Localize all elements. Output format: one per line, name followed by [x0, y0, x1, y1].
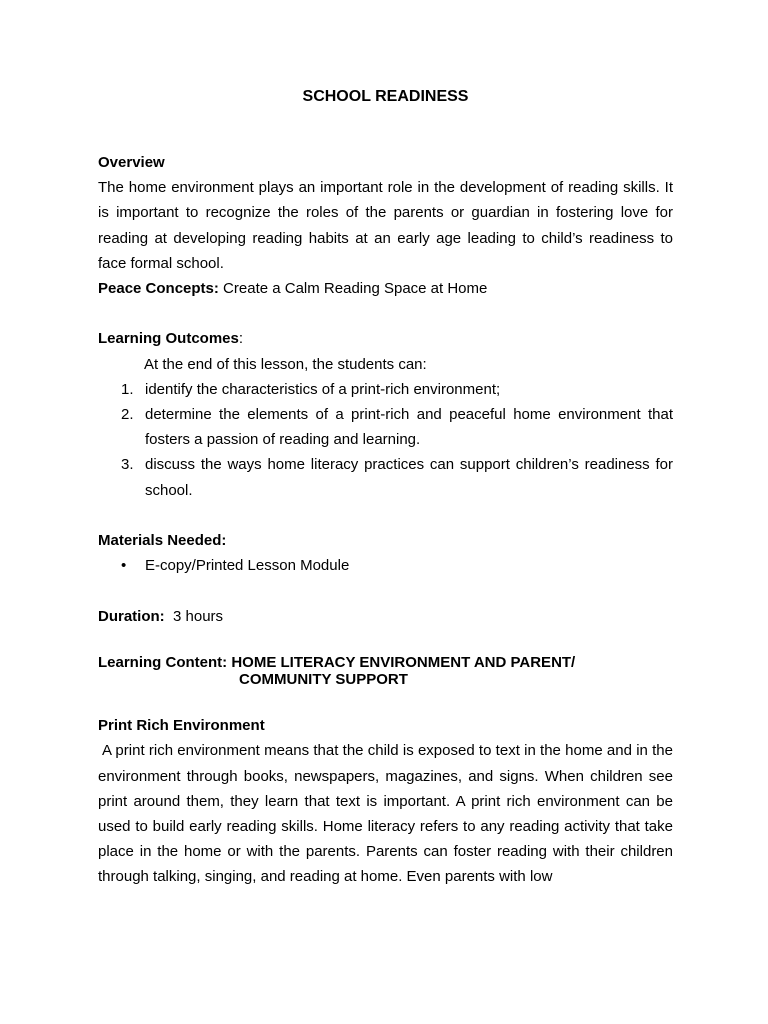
learning-outcomes-heading-line — [98, 326, 673, 351]
learning-outcomes-list — [98, 377, 673, 503]
peace-concepts-label: Peace Concepts: — [98, 280, 219, 298]
list-item-text: determine the elements of a print-rich and peaceful home environment that fosters a passion of reading and learning. — [145, 406, 673, 449]
materials-heading: Materials Needed: — [98, 532, 227, 550]
duration-line — [98, 604, 673, 629]
materials-list — [98, 553, 673, 578]
print-rich-text: A print rich environment means that the child is exposed to text in the home and in the environment through books, newspapers, magazines, and signs. When children see print around them, they learn that text is important. A print rich environment can be used to build early reading skills. Home literacy refers to any reading activity that take place in the home or with the parents. Parents can foster reading with their children through talking, singing, and reading at home. Even parents with low — [98, 742, 673, 886]
list-item-text: identify the characteristics of a print-rich environment; — [145, 380, 501, 398]
duration-value: 3 hours — [164, 607, 224, 625]
overview-heading: Overview — [98, 154, 165, 171]
learning-outcomes-intro: At the end of this lesson, the students can: — [144, 355, 427, 373]
spacer — [98, 688, 673, 713]
learning-content-heading — [98, 654, 673, 688]
learning-content-title-line1: HOME LITERACY ENVIRONMENT AND PARENT/ — [227, 654, 576, 671]
list-item — [98, 377, 673, 402]
spacer — [98, 503, 673, 528]
spacer — [98, 629, 673, 654]
list-item — [98, 402, 673, 452]
duration-label: Duration: — [98, 607, 165, 625]
bullet-icon: • — [121, 557, 127, 575]
list-item-number: 2. — [121, 406, 134, 424]
document-page — [98, 86, 673, 890]
learning-outcomes-heading: Learning Outcomes — [98, 330, 239, 348]
spacer — [98, 578, 673, 603]
peace-concepts-line — [98, 276, 673, 301]
learning-content-label: Learning Content: — [98, 654, 228, 671]
list-item-number: 3. — [121, 456, 134, 474]
spacer — [98, 108, 673, 150]
learning-outcomes-colon: : — [238, 330, 244, 348]
list-item-number: 1. — [121, 380, 134, 398]
list-item-text: E-copy/Printed Lesson Module — [145, 557, 350, 575]
document-title: SCHOOL READINESS — [302, 88, 469, 105]
list-item — [98, 452, 673, 502]
print-rich-heading: Print Rich Environment — [98, 717, 265, 735]
list-item-text: discuss the ways home literacy practices can support children’s readiness for school. — [145, 456, 673, 499]
peace-concepts-text: Create a Calm Reading Space at Home — [218, 280, 488, 298]
overview-text: The home environment plays an important role in the development of reading skills. It is important to recognize the roles of the parents or guardian in fostering love for reading at developing reading habits at an early age leading to child’s readiness to face formal school. — [98, 179, 673, 272]
list-item — [98, 553, 673, 578]
learning-content-title-line2: COMMUNITY SUPPORT — [239, 671, 408, 688]
spacer — [98, 301, 673, 326]
